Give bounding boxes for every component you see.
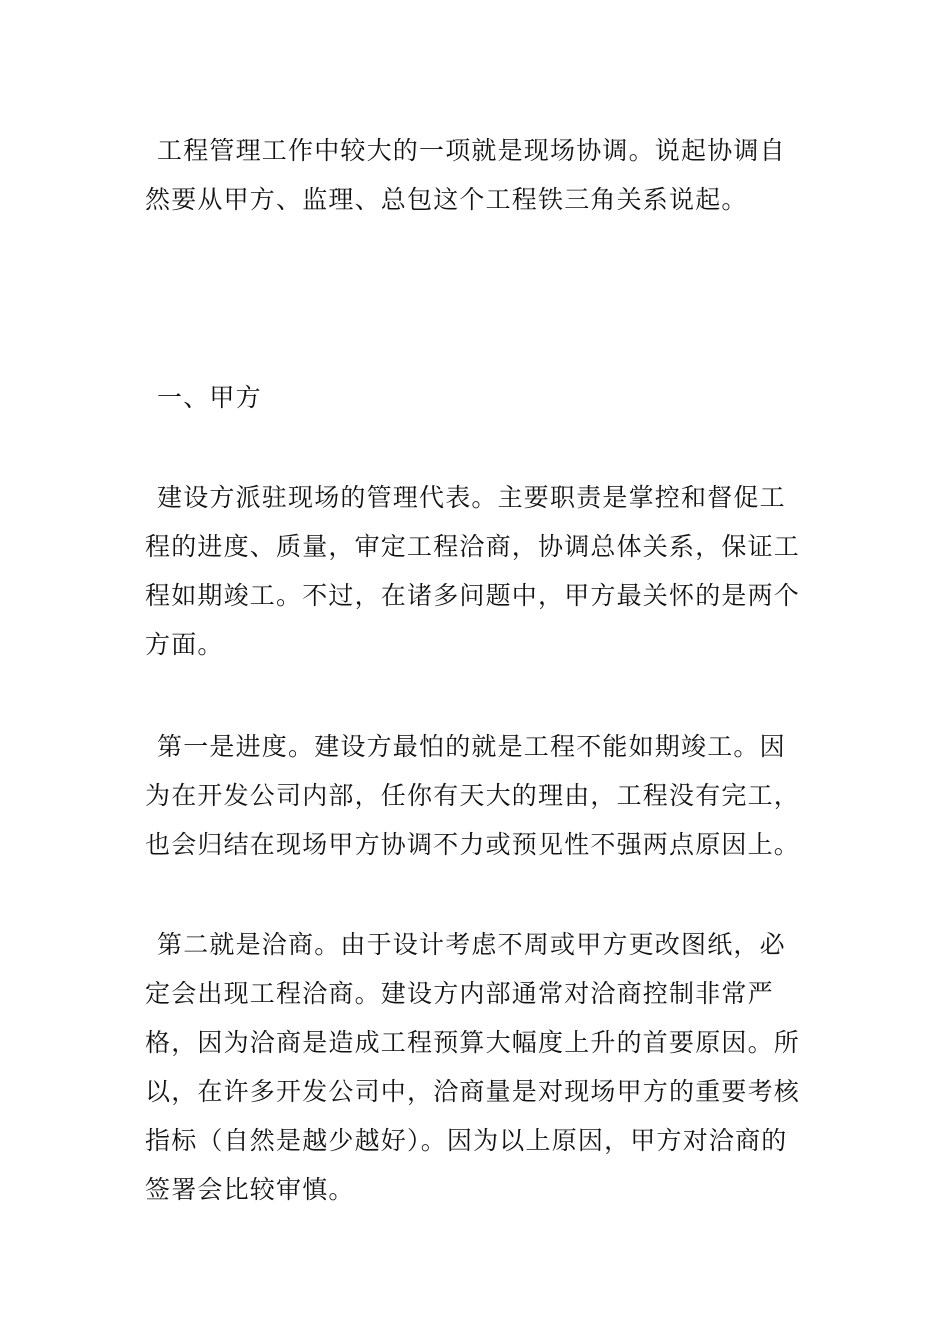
section-heading-party-a: 一、甲方 bbox=[157, 383, 262, 412]
progress-paragraph: 第一是进度。建设方最怕的就是工程不能如期竣工。因为在开发公司内部，任你有天大的理由，工程没有完工，也会归结在现场甲方协调不力或预见性不强两点原因上。 bbox=[145, 732, 801, 859]
intro-paragraph: 工程管理工作中较大的一项就是现场协调。说起协调自然要从甲方、监理、总包这个工程铁三角关系说起。 bbox=[145, 136, 786, 214]
negotiation-paragraph: 第二就是洽商。由于设计考虑不周或甲方更改图纸，必定会出现工程洽商。建设方内部通常对洽商控制非常严格，因为洽商是造成工程预算大幅度上升的首要原因。所以，在许多开发公司中，洽商量是对现场甲方的重要考核指标（自然是越少越好）。因为以上原因，甲方对洽商的签署会比较审慎。 bbox=[145, 930, 801, 1204]
party-a-description-paragraph: 建设方派驻现场的管理代表。主要职责是掌控和督促工程的进度、质量，审定工程洽商，协调总体关系，保证工程如期竣工。不过，在诸多问题中，甲方最关怀的是两个方面。 bbox=[145, 483, 801, 659]
